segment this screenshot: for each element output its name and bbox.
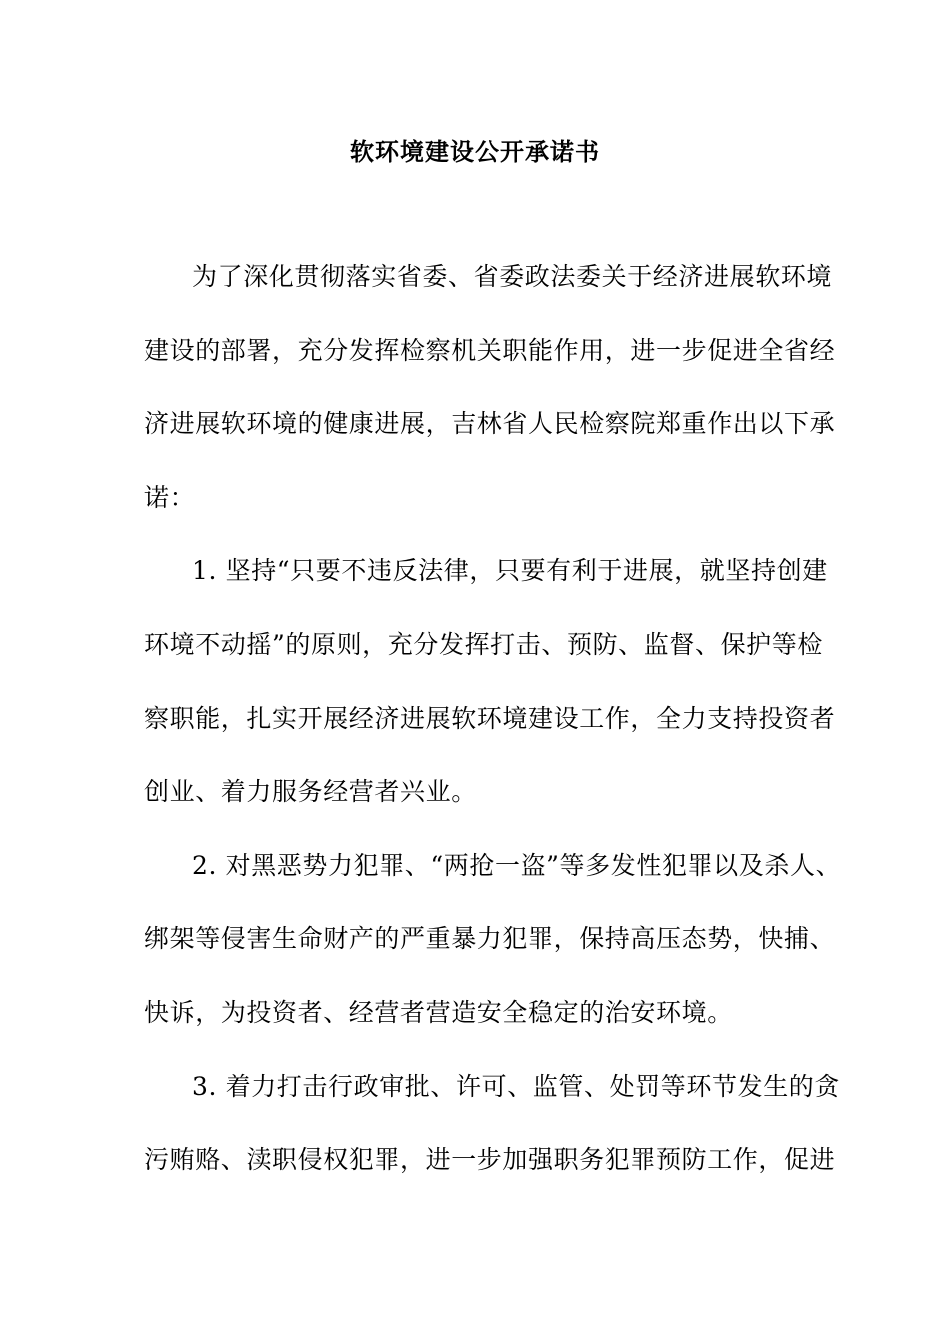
paragraph-line: 察职能，扎实开展经济进展软环境建设工作，全力支持投资者	[144, 703, 836, 733]
paragraph-line: 1. 坚持“只要不违反法律，只要有利于进展，就坚持创建	[192, 556, 828, 586]
paragraph-line: 诺：	[144, 482, 196, 512]
paragraph-line: 济进展软环境的健康进展，吉林省人民检察院郑重作出以下承	[144, 409, 836, 439]
paragraph-line: 污贿赂、渎职侵权犯罪，进一步加强职务犯罪预防工作，促进	[144, 1145, 836, 1175]
document-body	[144, 254, 842, 1211]
paragraph-line: 创业、着力服务经营者兴业。	[144, 777, 477, 807]
document-title: 软环境建设公开承诺书	[350, 138, 600, 166]
paragraph-line: 环境不动摇”的原则，充分发挥打击、预防、监督、保护等检	[144, 629, 823, 659]
paragraph-line: 2. 对黑恶势力犯罪、“两抢一盗”等多发性犯罪以及杀人、	[192, 850, 842, 880]
paragraph-line: 建设的部署，充分发挥检察机关职能作用，进一步促进全省经	[144, 335, 836, 365]
paragraph-line: 为了深化贯彻落实省委、省委政法委关于经济进展软环境	[192, 262, 833, 291]
paragraph-line: 3. 着力打击行政审批、许可、监管、处罚等环节发生的贪	[192, 1071, 841, 1101]
paragraph-line: 快诉，为投资者、经营者营造安全稳定的治安环境。	[144, 997, 733, 1027]
paragraph-line: 绑架等侵害生命财产的严重暴力犯罪，保持高压态势，快捕、	[144, 924, 836, 954]
